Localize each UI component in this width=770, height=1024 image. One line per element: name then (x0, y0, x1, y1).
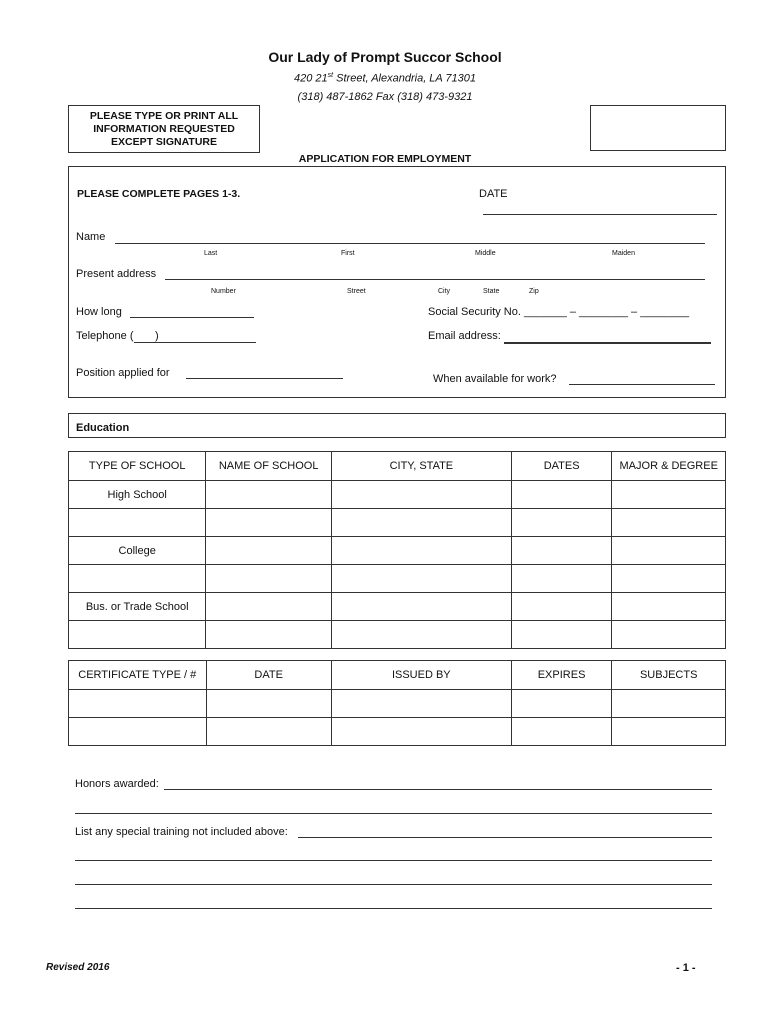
instructions-box (68, 105, 260, 153)
table-cell[interactable] (511, 621, 612, 649)
table-cell[interactable] (612, 565, 726, 593)
school-name: Our Lady of Prompt Succor School (268, 49, 502, 65)
header-issued-by: ISSUED BY (331, 661, 511, 690)
table-cell[interactable] (511, 537, 612, 565)
table-cell[interactable] (511, 718, 612, 746)
instruction-line: EXCEPT SIGNATURE (111, 136, 217, 148)
available-label: When available for work? (433, 373, 557, 385)
table-cell[interactable] (331, 537, 511, 565)
table-cell[interactable] (206, 718, 331, 746)
header-dates: DATES (511, 452, 612, 481)
instruction-line: INFORMATION REQUESTED (93, 123, 235, 135)
position-label: Position applied for (76, 367, 170, 379)
school-type-cell: College (69, 537, 206, 565)
instruction-line: PLEASE TYPE OR PRINT ALL (89, 110, 239, 122)
complete-pages-note: PLEASE COMPLETE PAGES 1-3. (77, 188, 241, 200)
table-row (69, 718, 726, 746)
table-cell[interactable] (69, 690, 207, 718)
training-field-line-3[interactable] (75, 884, 712, 885)
school-type-cell (69, 509, 206, 537)
table-cell[interactable] (331, 481, 511, 509)
education-table (68, 451, 726, 649)
date-field[interactable] (483, 214, 717, 215)
table-row (69, 481, 726, 509)
table-cell[interactable] (511, 593, 612, 621)
school-phone-fax: (318) 487-1862 Fax (318) 473-9321 (297, 91, 473, 103)
table-cell[interactable] (511, 481, 612, 509)
date-label: DATE (479, 188, 508, 200)
available-field[interactable] (569, 384, 715, 385)
table-cell[interactable] (331, 718, 511, 746)
revised-note: Revised 2016 (46, 962, 110, 973)
honors-field-line-2[interactable] (75, 813, 712, 814)
table-cell[interactable] (511, 565, 612, 593)
school-address (0, 72, 770, 85)
table-cell[interactable] (511, 690, 612, 718)
table-cell[interactable] (206, 537, 331, 565)
header-certificate-type: CERTIFICATE TYPE / # (69, 661, 207, 690)
header-name-of-school: NAME OF SCHOOL (206, 452, 331, 481)
training-field[interactable] (298, 837, 712, 838)
name-label: Name (76, 231, 106, 243)
how-long-label: How long (76, 306, 122, 318)
table-row (69, 565, 726, 593)
address-part-state: State (483, 288, 500, 295)
table-cell[interactable] (612, 537, 726, 565)
honors-label: Honors awarded: (75, 778, 159, 790)
address-label: Present address (76, 268, 157, 280)
name-field[interactable] (115, 243, 705, 244)
table-cell[interactable] (331, 565, 511, 593)
header-major-degree: MAJOR & DEGREE (612, 452, 726, 481)
header-date: DATE (206, 661, 331, 690)
telephone-close-paren: ) (155, 330, 159, 342)
table-cell[interactable] (206, 621, 331, 649)
header-expires: EXPIRES (511, 661, 612, 690)
education-section-header: Education (68, 413, 726, 438)
table-cell[interactable] (612, 718, 726, 746)
education-header-row (69, 452, 726, 481)
table-cell[interactable] (206, 690, 331, 718)
training-field-line-2[interactable] (75, 860, 712, 861)
header-subjects: SUBJECTS (612, 661, 726, 690)
table-cell[interactable] (331, 593, 511, 621)
table-cell[interactable] (206, 565, 331, 593)
address-part-number: Number (211, 288, 236, 295)
table-cell[interactable] (331, 509, 511, 537)
table-row (69, 690, 726, 718)
training-field-line-4[interactable] (75, 908, 712, 909)
table-cell[interactable] (612, 509, 726, 537)
name-part-first: First (341, 250, 355, 257)
school-type-cell: Bus. or Trade School (69, 593, 206, 621)
how-long-field[interactable] (130, 317, 254, 318)
name-part-middle: Middle (475, 250, 496, 257)
table-cell[interactable] (612, 621, 726, 649)
honors-field[interactable] (164, 789, 712, 790)
form-title: APPLICATION FOR EMPLOYMENT (298, 153, 472, 165)
photo-box (590, 105, 726, 151)
table-cell[interactable] (511, 509, 612, 537)
name-part-last: Last (204, 250, 218, 257)
table-cell[interactable] (612, 593, 726, 621)
table-cell[interactable] (69, 718, 207, 746)
address-field[interactable] (165, 279, 705, 280)
position-field[interactable] (186, 378, 343, 379)
table-cell[interactable] (612, 481, 726, 509)
email-label: Email address: (428, 330, 501, 342)
school-type-cell: High School (69, 481, 206, 509)
address-number: 420 21 (294, 72, 328, 85)
table-row (69, 537, 726, 565)
table-cell[interactable] (331, 621, 511, 649)
telephone-field[interactable] (134, 342, 256, 343)
address-suffix: st (327, 72, 334, 79)
ssn-label: Social Security No. _______ – ________ – ________ (428, 306, 690, 318)
table-row (69, 593, 726, 621)
table-row (69, 621, 726, 649)
table-cell[interactable] (206, 509, 331, 537)
certificate-table (68, 660, 726, 746)
school-type-cell (69, 621, 206, 649)
training-label: List any special training not included above: (75, 826, 288, 838)
telephone-label: Telephone ( (76, 330, 134, 342)
page-number: - 1 - (676, 962, 696, 974)
school-type-cell (69, 565, 206, 593)
email-field[interactable] (504, 342, 711, 344)
header-city-state: CITY, STATE (331, 452, 511, 481)
table-row (69, 509, 726, 537)
address-street: Street, Alexandria, LA 71301 (333, 72, 476, 85)
name-part-maiden: Maiden (612, 250, 635, 257)
address-part-city: City (438, 288, 451, 295)
header-type-of-school: TYPE OF SCHOOL (69, 452, 206, 481)
table-cell[interactable] (331, 690, 511, 718)
certificate-header-row (69, 661, 726, 690)
personal-info-section (68, 166, 726, 398)
address-part-zip: Zip (529, 288, 539, 295)
table-cell[interactable] (206, 481, 331, 509)
address-part-street: Street (347, 288, 366, 295)
table-cell[interactable] (206, 593, 331, 621)
table-cell[interactable] (612, 690, 726, 718)
